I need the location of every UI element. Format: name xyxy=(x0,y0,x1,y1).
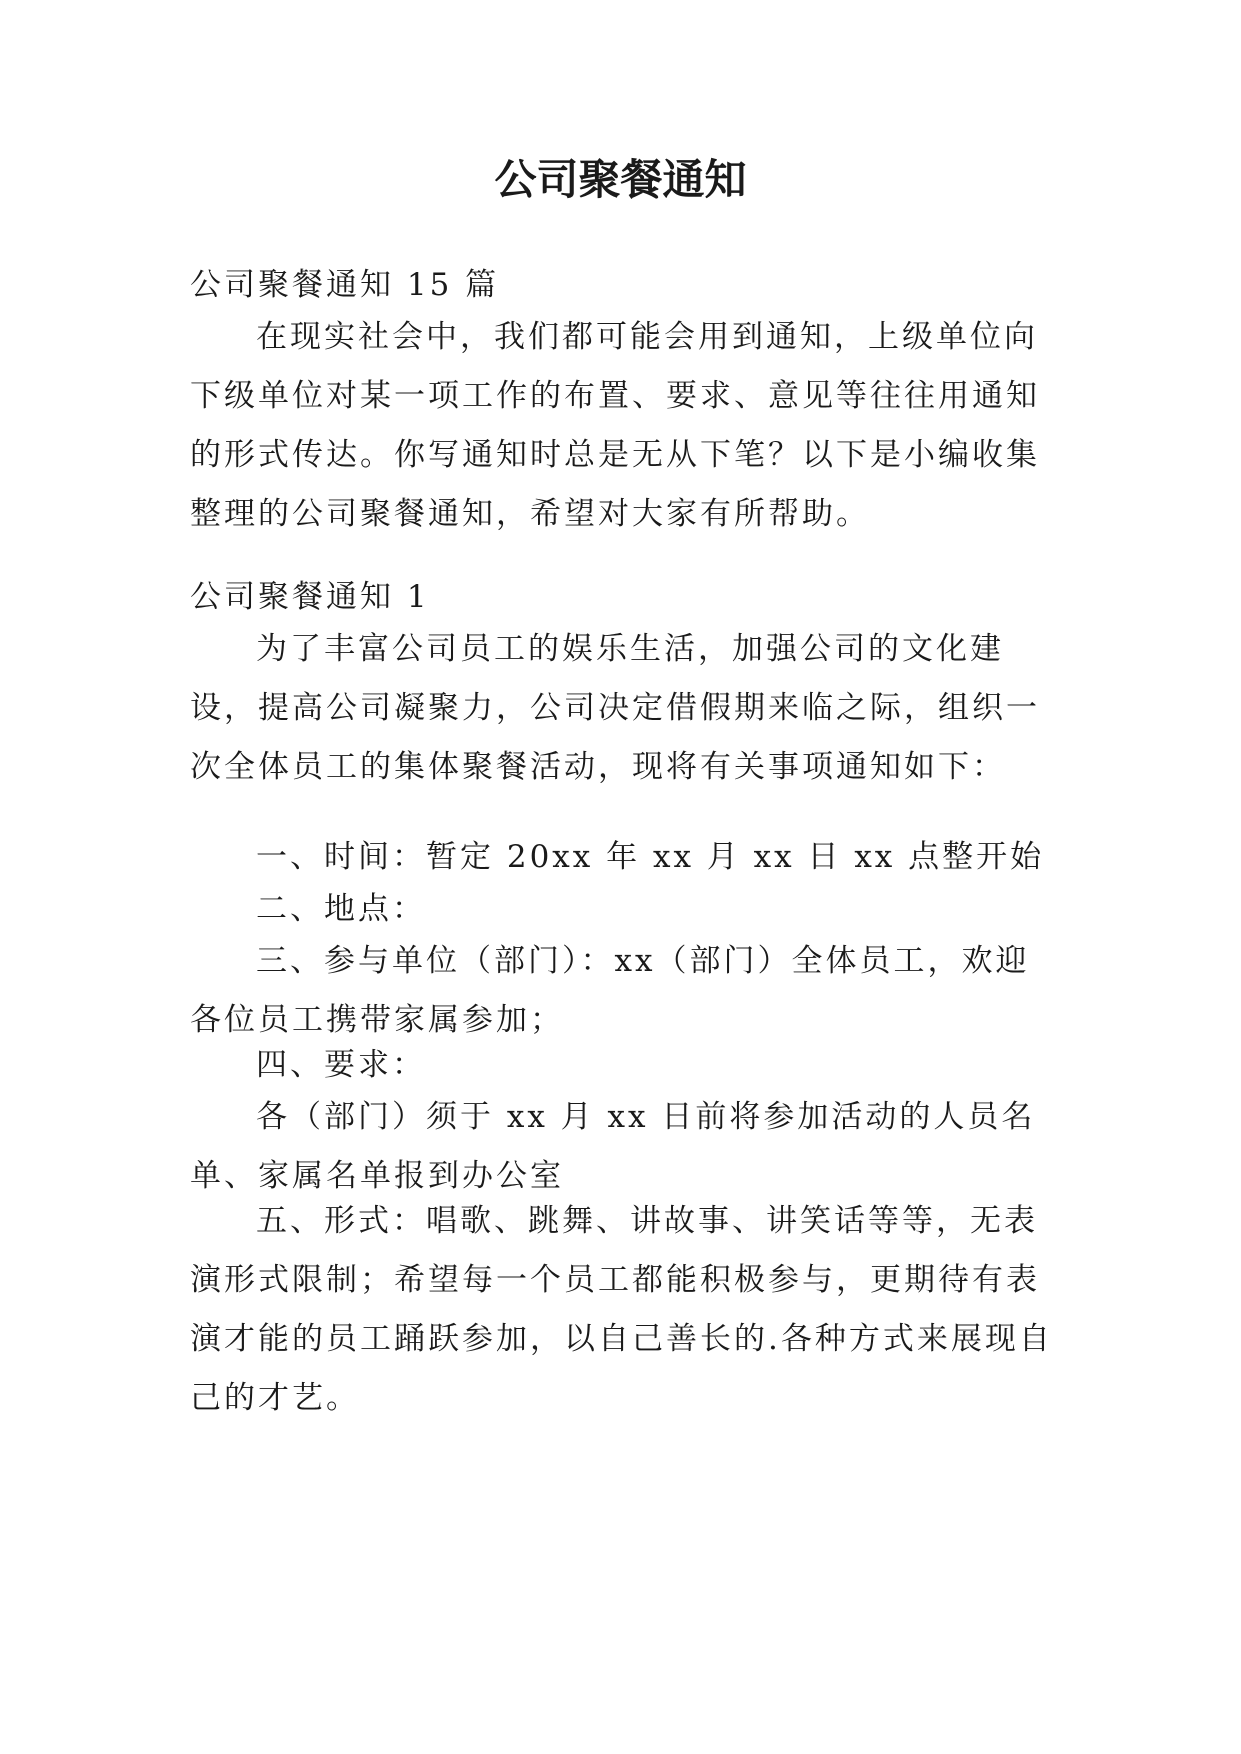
item-requirements-detail: 各（部门）须于 xx 月 xx 日前将参加活动的人员名单、家属名单报到办公室 xyxy=(190,1099,1036,1194)
section-heading: 公司聚餐通知 1 xyxy=(190,579,430,615)
document-title: 公司聚餐通知 xyxy=(494,155,747,204)
document-subtitle: 公司聚餐通知 15 篇 xyxy=(190,267,500,303)
item-format: 五、形式：唱歌、跳舞、讲故事、讲笑话等等，无表演形式限制；希望每一个员工都能积极参与，更期待有表演才能的员工踊跃参加，以自己善长的.各种方式来展现自己的才艺。 xyxy=(190,1203,1053,1416)
item-participants: 三、参与单位（部门）：xx（部门）全体员工，欢迎各位员工携带家属参加； xyxy=(190,943,1030,1038)
intro-paragraph: 在现实社会中，我们都可能会用到通知，上级单位向下级单位对某一项工作的布置、要求、意见等往往用通知的形式传达。你写通知时总是无从下笔？以下是小编收集整理的公司聚餐通知，希望对大家有所帮助。 xyxy=(190,319,1040,532)
item-requirements: 四、要求： xyxy=(256,1047,426,1083)
item-place: 二、地点： xyxy=(256,891,426,927)
section-intro-paragraph: 为了丰富公司员工的娱乐生活，加强公司的文化建设，提高公司凝聚力，公司决定借假期来临之际，组织一次全体员工的集体聚餐活动，现将有关事项通知如下： xyxy=(190,631,1040,785)
item-time: 一、时间：暂定 20xx 年 xx 月 xx 日 xx 点整开始 xyxy=(256,839,1045,875)
